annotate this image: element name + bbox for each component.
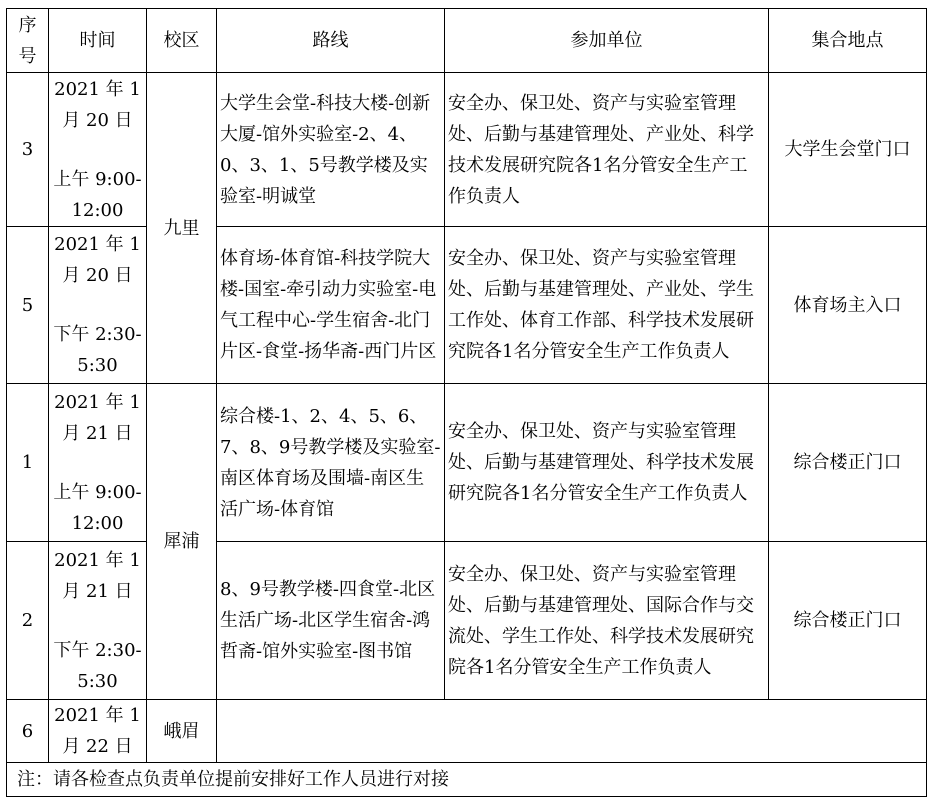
date-line: 月 20 日 <box>62 109 133 131</box>
time-line: 12:00 <box>71 199 124 221</box>
date-line: 月 21 日 <box>62 422 133 444</box>
meet-cell: 大学生会堂门口 <box>769 73 927 227</box>
seq-cell: 3 <box>7 73 49 227</box>
route-cell: 8、9号教学楼-四食堂-北区生活广场-北区学生宿舍-鸿哲斋-馆外实验室-图书馆 <box>217 542 445 700</box>
date-line: 2021 年 1 <box>54 549 141 571</box>
seq-cell: 2 <box>7 542 49 700</box>
route-cell: 综合楼-1、2、4、5、6、7、8、9号教学楼及实验室-南区体育场及围墙-南区生活广场-体育馆 <box>217 384 445 542</box>
route-cell: 大学生会堂-科技大楼-创新大厦-馆外实验室-2、4、0、3、1、5号教学楼及实验室-明诚堂 <box>217 73 445 227</box>
time-cell <box>49 227 147 384</box>
header-row <box>7 9 927 73</box>
date-line: 2021 年 1 <box>54 391 141 413</box>
time-line: 5:30 <box>77 355 118 376</box>
table-row <box>7 700 927 763</box>
time-cell <box>49 73 147 227</box>
time-line: 上午 9:00- <box>53 481 142 503</box>
table-row <box>7 542 927 700</box>
meet-cell: 体育场主入口 <box>769 227 927 384</box>
campus-cell-jiuli: 九里 <box>147 73 217 384</box>
meet-cell: 综合楼正门口 <box>769 542 927 700</box>
units-cell: 安全办、保卫处、资产与实验室管理处、后勤与基建管理处、产业处、学生工作处、体育工作部、科学技术发展研究院各1名分管安全生产工作负责人 <box>445 227 769 384</box>
campus-cell-emei: 峨眉 <box>147 700 217 763</box>
header-time: 时间 <box>49 9 147 73</box>
table-row <box>7 73 927 227</box>
time-line: 上午 9:00- <box>53 168 142 190</box>
meet-cell: 综合楼正门口 <box>769 384 927 542</box>
header-meet: 集合地点 <box>769 9 927 73</box>
header-route: 路线 <box>217 9 445 73</box>
seq-cell: 6 <box>7 700 49 763</box>
header-units: 参加单位 <box>445 9 769 73</box>
header-campus: 校区 <box>147 9 217 73</box>
time-line: 5:30 <box>77 670 118 692</box>
campus-cell-xipu: 犀浦 <box>147 384 217 700</box>
seq-cell: 1 <box>7 384 49 542</box>
table-row <box>7 384 927 542</box>
route-cell: 体育场-体育馆-科技学院大楼-国室-牵引动力实验室-电气工程中心-学生宿舍-北门片区-食堂-扬华斋-西门片区 <box>217 227 445 384</box>
time-line: 12:00 <box>71 512 124 534</box>
inspection-schedule-table <box>6 8 927 797</box>
time-line: 下午 2:30- <box>53 639 142 661</box>
time-line: 下午 2:30- <box>53 324 142 345</box>
units-cell: 安全办、保卫处、资产与实验室管理处、后勤与基建管理处、科学技术发展研究院各1名分管安全生产工作负责人 <box>445 384 769 542</box>
table-row <box>7 227 927 384</box>
seq-cell: 5 <box>7 227 49 384</box>
time-cell <box>49 542 147 700</box>
date-line: 2021 年 1 <box>54 705 141 726</box>
units-cell: 安全办、保卫处、资产与实验室管理处、后勤与基建管理处、国际合作与交流处、学生工作处、科学技术发展研究院各1名分管安全生产工作负责人 <box>445 542 769 700</box>
date-line: 月 20 日 <box>62 265 133 286</box>
units-cell: 安全办、保卫处、资产与实验室管理处、后勤与基建管理处、产业处、科学技术发展研究院各1名分管安全生产工作负责人 <box>445 73 769 227</box>
date-line: 2021 年 1 <box>54 78 141 100</box>
date-line: 月 22 日 <box>62 736 133 757</box>
time-cell <box>49 700 147 763</box>
time-cell <box>49 384 147 542</box>
date-line: 2021 年 1 <box>54 234 141 255</box>
header-seq: 序号 <box>7 9 49 73</box>
note-row <box>7 763 927 797</box>
note-text: 注：请各检查点负责单位提前安排好工作人员进行对接 <box>7 763 927 797</box>
empty-cell <box>217 700 927 763</box>
date-line: 月 21 日 <box>62 580 133 602</box>
